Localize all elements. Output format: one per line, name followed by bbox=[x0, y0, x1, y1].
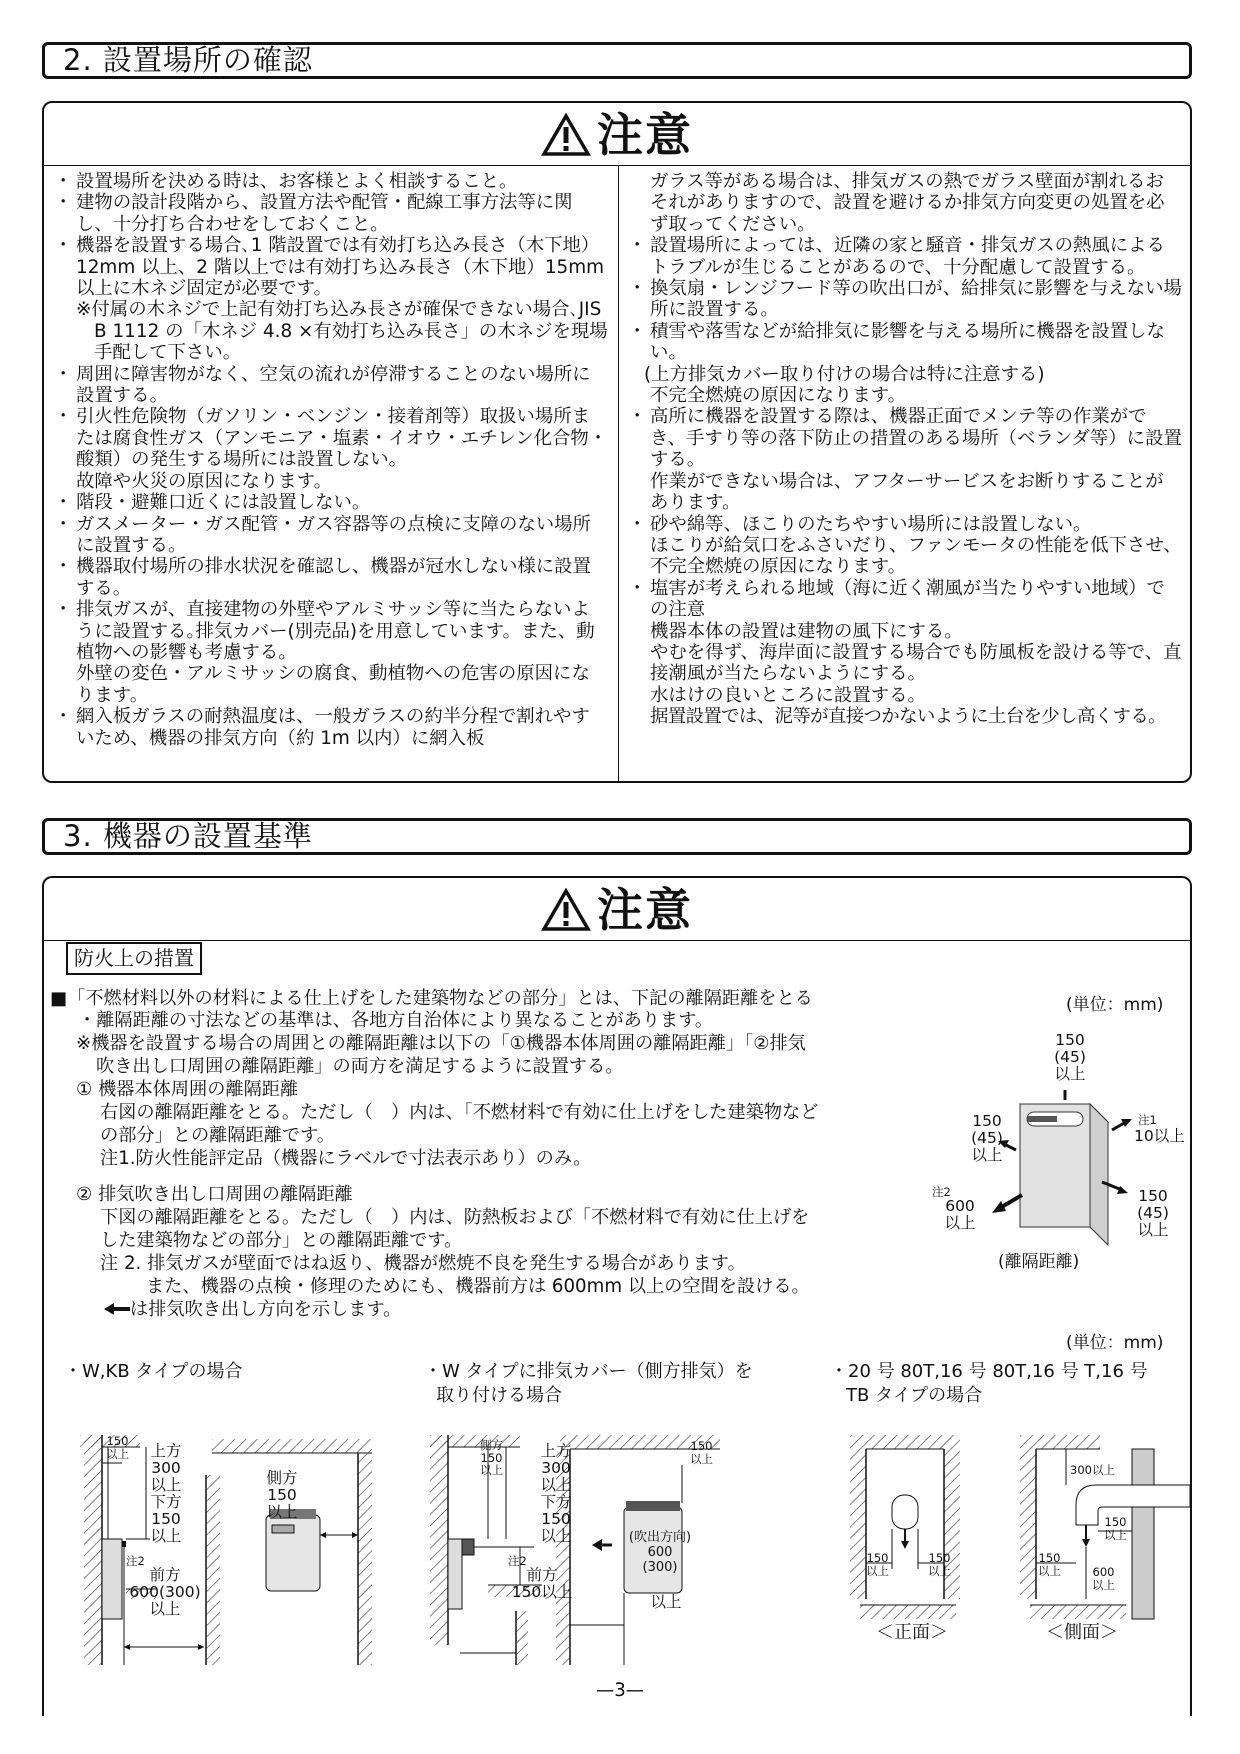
c1-top-150: 150 以上 bbox=[106, 1434, 129, 1461]
list-item-cont: ガラス等がある場合は、排気ガスの熱でガラス壁面が割れるおそれがありますので、設置を避けるか排気方向変更の処置を必ず取ってください。 bbox=[650, 171, 1165, 235]
case-1-title: ・W,KB タイプの場合 bbox=[64, 1361, 243, 1382]
list-item-cont: ほこりが給気口をふさいだり、ファンモータの性能を低下させ、不完全燃焼の原因になります。 bbox=[650, 534, 1182, 578]
list-item: ・ 高所に機器を設置する際は、機器正面でメンテ等の作業ができ、手すり等の落下防止の措置のある場所（ベランダ等）に設置する。 bbox=[630, 406, 1182, 470]
case-3-diagram bbox=[840, 1435, 1200, 1645]
list-item: ・ 設置場所によっては、近隣の家と騒音・排気ガスの熱風によるトラブルが生じることがあるので、十分配慮して設置する。 bbox=[630, 235, 1182, 278]
c1-up: 上方 300 以上 bbox=[150, 1442, 182, 1494]
c2-side: 側方 150 以上 bbox=[480, 1438, 503, 1477]
case-2-diagram bbox=[430, 1435, 750, 1665]
note-2-mark: 注2 bbox=[932, 1185, 951, 1199]
c3-a: 150 以上 bbox=[866, 1551, 889, 1578]
caution-label: 注意 bbox=[597, 108, 693, 162]
clearance-side: 150 (45) 以上 bbox=[1137, 1187, 1169, 1239]
text-line: ※機器を設置する場合の周囲との離隔距離は以下の「①機器本体周囲の離隔距離」「②排気 bbox=[76, 1033, 806, 1054]
exhaust-direction-legend: は排気吹き出し方向を示します。 bbox=[104, 1299, 401, 1322]
caution-header-2 bbox=[44, 878, 1190, 941]
c2-down: 下方 150 以上 bbox=[540, 1493, 572, 1545]
caution-box-1 bbox=[42, 101, 1192, 783]
list-item: ・ 建物の設計段階から、設置方法や配管・配線工事方法等に関し、十分打ち合わせをしておくこと。 bbox=[56, 192, 608, 235]
list-item: ・ 換気扇・レンジフード等の吹出口が、給排気に影響を与えない場所に設置する。 bbox=[630, 278, 1182, 321]
right-column bbox=[630, 171, 1182, 728]
list-item: ・ 引火性危険物（ガソリン・ベンジン・接着剤等）取扱い場所または腐食性ガス（アンモニア・塩素・イオウ・エチレン化合物・酸類）の発生する場所には設置しない。 bbox=[56, 406, 608, 470]
list-item: ・ 砂や綿等、ほこりのたちやすい場所には設置しない。 bbox=[630, 514, 1182, 535]
c1-front: 前方 600(300) 以上 bbox=[129, 1566, 201, 1618]
clearance-top: 150 (45) 以上 bbox=[1054, 1031, 1086, 1083]
text-line: の部分」との離隔距離です。 bbox=[100, 1125, 335, 1146]
side-view-label: ＜側面＞ bbox=[1046, 1622, 1118, 1643]
text-line: ② 排気吹き出し口周囲の離隔距離 bbox=[76, 1184, 353, 1205]
text-line: ■「不燃材料以外の材料による仕上げをした建築物などの部分」とは、下記の離隔距離をとる bbox=[50, 988, 813, 1009]
case-3-title: ・20 号 80T,16 号 80T,16 号 T,16 号 bbox=[830, 1361, 1148, 1382]
list-item: ・ 排気ガスが、直接建物の外壁やアルミサッシ等に当たらないように設置する｡排気カバー(別売品)を用意しています。また、動植物への影響も考慮する。 bbox=[56, 599, 608, 663]
c1-down: 下方 150 以上 bbox=[150, 1493, 182, 1545]
case-2-title: ・W タイプに排気カバー（側方排気）を bbox=[424, 1361, 753, 1382]
clearance-front: 600 以上 bbox=[944, 1197, 976, 1232]
c2-blow-2: 以上 bbox=[650, 1593, 682, 1611]
text-line: した建築物などの部分」との離隔距離です。 bbox=[100, 1230, 463, 1251]
list-item: ・ 塩害が考えられる地域（海に近く潮風が当たりやすい地域）での注意 bbox=[630, 578, 1182, 621]
diagram-caption: (離隔距離) bbox=[998, 1252, 1080, 1272]
section-2-title: 2. 設置場所の確認 bbox=[42, 42, 1192, 79]
list-item-cont: 外壁の変色・アルミサッシの腐食、動植物への危害の原因になります。 bbox=[76, 663, 590, 706]
page-number: —3— bbox=[596, 1680, 644, 1701]
list-item: ・ 設置場所を決める時は、お客様とよく相談すること。 bbox=[56, 171, 608, 192]
c1-note: 注2 bbox=[126, 1554, 145, 1568]
list-item: ・ ガスメーター・ガス配管・ガス容器等の点検に支障のない場所に設置する。 bbox=[56, 514, 608, 557]
case-1-diagram bbox=[80, 1435, 400, 1665]
list-item: ・ 階段・避難口近くには設置しない。 bbox=[56, 492, 608, 513]
text-line: 吹き出し口周囲の離隔距離」の両方を満足するように設置する。 bbox=[96, 1056, 624, 1077]
arrow-left-icon bbox=[104, 1302, 130, 1316]
text-line: 下図の離隔距離をとる。ただし（ ）内は、防熱板および「不燃材料で有効に仕上げを bbox=[100, 1207, 810, 1228]
case-3-title-2: TB タイプの場合 bbox=[846, 1385, 983, 1406]
list-item-cont: 故障や火災の原因になります。 bbox=[76, 470, 332, 492]
clearance-right: 10以上 bbox=[1134, 1127, 1185, 1145]
screw-note: ※付属の木ネジで上記有効打ち込み長さが確保できない場合､JIS B 1112 の「木ネジ 4.8 ×有効打ち込み長さ」の木ネジを現場手配して下さい。 bbox=[76, 299, 608, 364]
c3-d: 150 以上 bbox=[1038, 1551, 1061, 1578]
c2-up: 上方 300 以上 bbox=[540, 1442, 572, 1494]
text-line: 注1.防火性能評定品（機器にラベルで寸法表示あり）のみ。 bbox=[100, 1148, 592, 1169]
list-item-cont: 機器本体の設置は建物の風下にする。 bbox=[650, 620, 963, 642]
list-item-cont: 据置設置では、泥等が直接つかないように土台を少し高くする。 bbox=[650, 706, 1166, 728]
c1-side: 側方 150 以上 bbox=[266, 1469, 298, 1521]
list-item: ・ 周囲に障害物がなく、空気の流れが停滞することのない場所に設置する。 bbox=[56, 364, 608, 407]
c2-front: 前方 150以上 bbox=[511, 1566, 573, 1601]
warning-icon bbox=[541, 888, 591, 932]
list-item-cont: (上方排気カバー取り付けの場合は特に注意する) bbox=[644, 363, 1045, 385]
case-2-title-2: 取り付ける場合 bbox=[436, 1385, 562, 1406]
c3-top300: 300以上 bbox=[1070, 1463, 1115, 1477]
c2-blow: (吹出方向) 600 (300) bbox=[628, 1530, 692, 1575]
text-line: 右図の離隔距離をとる。ただし（ ）内は、「不燃材料で有効に仕上げをした建築物など bbox=[100, 1102, 819, 1123]
unit-label: (単位：mm) bbox=[1066, 995, 1164, 1015]
unit-label-2: (単位：mm) bbox=[1066, 1333, 1164, 1353]
list-item: ・ 機器取付場所の排水状況を確認し、機器が冠水しない様に設置する。 bbox=[56, 556, 608, 599]
warning-icon bbox=[541, 113, 591, 157]
c3-b: 150 以上 bbox=[928, 1551, 951, 1578]
c3-e: 600 以上 bbox=[1092, 1565, 1115, 1592]
list-item: ・ 機器を設置する場合､1 階設置では有効打ち込み長さ（木下地）12mm 以上、2 階以上では有効打ち込み長さ（木下地）15mm 以上に木ネジ固定が必要です。 bbox=[56, 235, 608, 299]
left-column bbox=[56, 171, 608, 749]
list-item: ・ 積雪や落雪などが給排気に影響を与える場所に機器を設置しない。 bbox=[630, 321, 1182, 364]
text-line: また、機器の点検・修理のためにも、機器前方は 600mm 以上の空間を設ける。 bbox=[146, 1276, 810, 1297]
list-item-cont: 水はけの良いところに設置する。 bbox=[650, 684, 926, 706]
caution-label: 注意 bbox=[597, 883, 693, 937]
text-line: ① 機器本体周囲の離隔距離 bbox=[76, 1079, 299, 1100]
c2-r150: 150 以上 bbox=[690, 1439, 713, 1466]
text-line: ・離隔距離の寸法などの基準は、各地方自治体により異なることがあります。 bbox=[78, 1010, 714, 1031]
c3-c: 150 以上 bbox=[1104, 1515, 1127, 1542]
note-1-mark: 注1 bbox=[1138, 1113, 1157, 1127]
fire-measures-title: 防火上の措置 bbox=[66, 942, 202, 975]
list-item-cont: 不完全燃焼の原因になります。 bbox=[650, 385, 906, 407]
section-3-title: 3. 機器の設置基準 bbox=[42, 818, 1192, 855]
list-item: ・ 網入板ガラスの耐熱温度は、一般ガラスの約半分程で割れやすいため、機器の排気方向（約 1m 以内）に網入板 bbox=[56, 706, 608, 749]
list-item-cont: 作業ができない場合は、アフターサービスをお断りすることがあります。 bbox=[650, 470, 1164, 514]
list-item-cont: やむを得ず、海岸面に設置する場合でも防風板を設ける等で、直接潮風が当たらないようにする。 bbox=[650, 641, 1182, 685]
text-line: 注 2. 排気ガスが壁面ではね返り、機器が燃焼不良を発生する場合があります。 bbox=[100, 1253, 746, 1274]
clearance-left: 150 (45) 以上 bbox=[971, 1112, 1003, 1164]
c2-note: 注2 bbox=[508, 1554, 527, 1568]
caution-header-1 bbox=[44, 103, 1190, 166]
front-view-label: ＜正面＞ bbox=[876, 1622, 948, 1643]
